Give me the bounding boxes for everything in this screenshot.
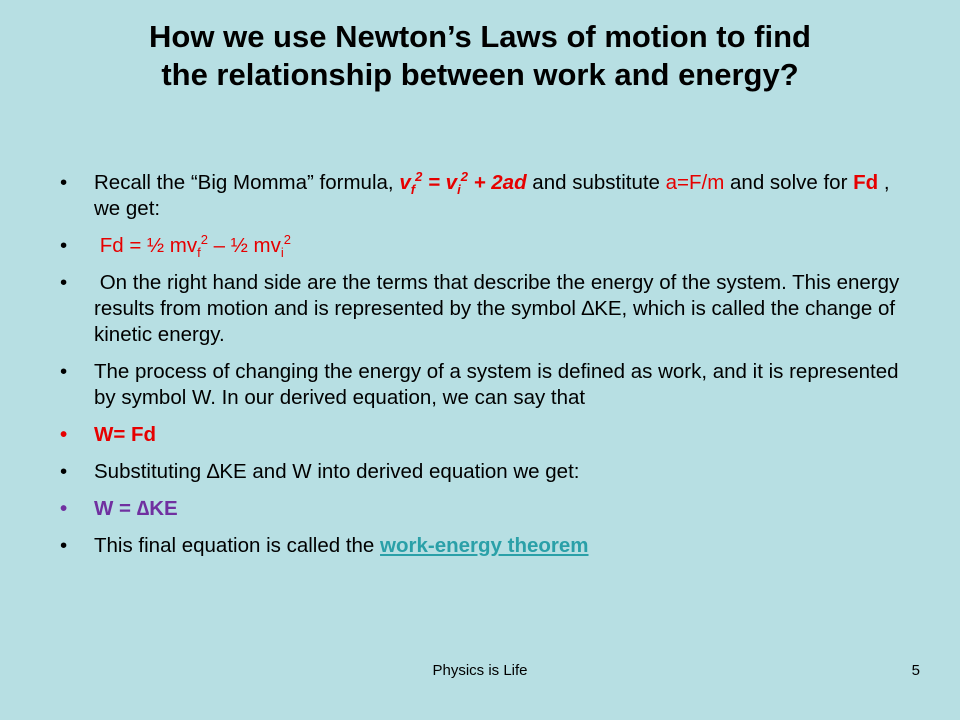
- bullet-fd-equation: • Fd = ½ $mv_f^2$ – ½ $mv_i^2$: [60, 232, 292, 261]
- bullet-big-momma: • Recall the “Big Momma” formula, $v_f^2 = v_i^2 + 2ad$ and substitute a=F/m and solve for Fd , we get:: [60, 169, 890, 220]
- bullet-right-hand-side: • On the right hand side are the terms that describe the energy of the system. This energy results from motion and is represented by the symbol ∆KE, which is called the change of kinetic energy.: [60, 271, 900, 346]
- bullet-dot: •: [60, 171, 68, 194]
- page-number: 5: [911, 662, 920, 679]
- title-line-2: the relationship between work and energy?: [161, 57, 799, 92]
- bullet-work-energy-theorem: • This final equation is called the work-energy theorem: [60, 534, 589, 557]
- footer-text: Physics is Life: [432, 662, 528, 679]
- slide-title: [40, 18, 920, 94]
- bullet-w-fd: • W= Fd: [60, 423, 157, 446]
- bullet-list: [60, 170, 910, 570]
- bullet-work-definition: • The process of changing the energy of a system is defined as work, and it is represented by symbol W. In our derived equation, we can say that: [60, 360, 899, 409]
- title-line-1: How we use Newton’s Laws of motion to find: [149, 19, 811, 54]
- fd-equation: Fd = ½ $mv_f^2$ – ½ $mv_i^2$: [99, 232, 292, 261]
- work-energy-theorem-link[interactable]: work-energy theorem: [380, 534, 589, 557]
- big-momma-formula: $v_f^2 = v_i^2 + 2ad$: [399, 169, 527, 198]
- bullet-w-delta-ke: • W = ∆KE: [60, 497, 178, 520]
- bullet-substituting: • Substituting ∆KE and W into derived equation we get:: [60, 460, 580, 483]
